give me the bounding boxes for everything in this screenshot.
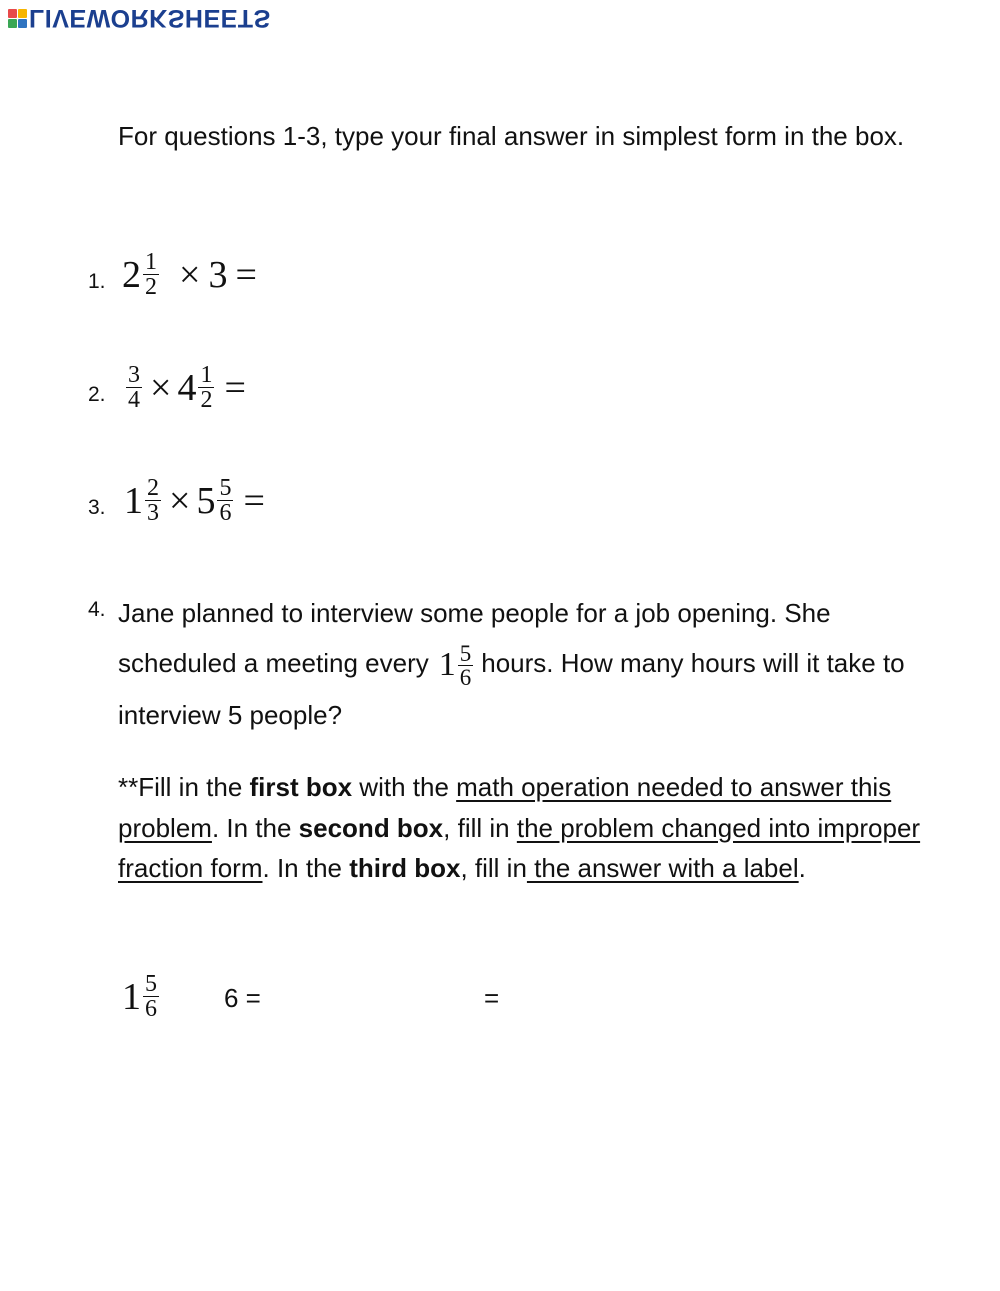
logo-grid-icon xyxy=(8,9,27,28)
problem-2-number: 2. xyxy=(88,383,106,406)
instr-underlined: the answer with a label xyxy=(526,853,799,883)
fraction xyxy=(145,476,161,525)
numerator: 2 xyxy=(147,475,159,501)
equals-sign: = xyxy=(235,253,257,296)
whole: 4 xyxy=(177,366,197,409)
fraction xyxy=(143,972,159,1021)
question-4-text xyxy=(118,588,948,740)
answer-row xyxy=(118,970,618,1030)
question-4-text-before: Jane planned to interview some people for a job opening. She scheduled a meeting every xyxy=(118,598,831,678)
numerator: 5 xyxy=(459,640,472,666)
fraction xyxy=(126,363,142,412)
instr-text: with the xyxy=(352,772,457,802)
denominator: 6 xyxy=(219,500,232,526)
logo-text: LIVEWORKSHEETS xyxy=(29,4,271,32)
denominator: 6 xyxy=(145,996,157,1022)
multiply-operator: × xyxy=(179,253,201,296)
answer-end-equals: = xyxy=(484,983,500,1013)
numerator: 1 xyxy=(145,249,157,275)
instructions: For questions 1-3, type your final answer in simplest form in the box. xyxy=(118,121,905,151)
denominator: 3 xyxy=(147,500,159,526)
liveworksheets-logo xyxy=(8,4,271,32)
denominator: 6 xyxy=(459,664,472,690)
instr-text: . In the xyxy=(262,853,350,883)
fraction xyxy=(143,250,159,299)
question-4-text-after: hours. How many hours will it take to interview 5 people? xyxy=(118,648,905,731)
instr-text: . In the xyxy=(211,812,299,843)
instr-underlined: the problem changed into improper fraction form xyxy=(118,812,921,883)
fraction xyxy=(198,363,214,412)
equals-sign: = xyxy=(243,479,265,522)
fraction xyxy=(217,476,233,525)
whole: 1 xyxy=(438,646,456,684)
instr-text: **Fill in the xyxy=(118,772,250,802)
multiply-operator: × xyxy=(150,366,172,409)
mixed-number xyxy=(439,640,476,690)
denominator: 2 xyxy=(200,387,213,413)
denominator: 4 xyxy=(128,387,140,413)
numerator: 1 xyxy=(200,362,213,388)
numerator: 3 xyxy=(128,362,140,388)
logo-square xyxy=(8,19,17,28)
problem-1-expression xyxy=(122,250,265,299)
denominator: 2 xyxy=(145,274,157,300)
logo-square xyxy=(18,9,27,18)
question-4-number: 4. xyxy=(88,598,106,621)
logo-square xyxy=(8,9,17,18)
first-box-label: first box xyxy=(249,772,353,802)
whole: 2 xyxy=(122,253,141,296)
whole: 1 xyxy=(122,975,141,1018)
instr-text: , fill in xyxy=(443,812,517,843)
problem-1-number: 1. xyxy=(88,270,106,293)
numerator: 5 xyxy=(145,971,157,997)
problem-2-expression xyxy=(124,363,254,412)
answer-middle-text: 6 = xyxy=(224,983,261,1013)
whole: 5 xyxy=(196,479,216,522)
whole: 1 xyxy=(124,479,143,522)
third-box-label: third box xyxy=(349,853,461,883)
problem-3-number: 3. xyxy=(88,496,106,519)
problem-3-expression xyxy=(124,476,273,525)
instr-text: . xyxy=(798,853,806,883)
answer-mixed-number xyxy=(122,972,161,1021)
logo-square xyxy=(18,19,27,28)
instr-text: , fill in xyxy=(460,853,527,883)
numerator: 5 xyxy=(219,475,232,501)
equals-sign: = xyxy=(224,366,246,409)
multiply-operator: × xyxy=(169,479,191,522)
second-box-label: second box xyxy=(298,812,444,843)
fraction xyxy=(458,642,474,689)
instr-underlined: math operation needed to answer this problem xyxy=(118,772,892,843)
fill-instructions xyxy=(118,767,948,889)
term: 3 xyxy=(208,253,228,296)
